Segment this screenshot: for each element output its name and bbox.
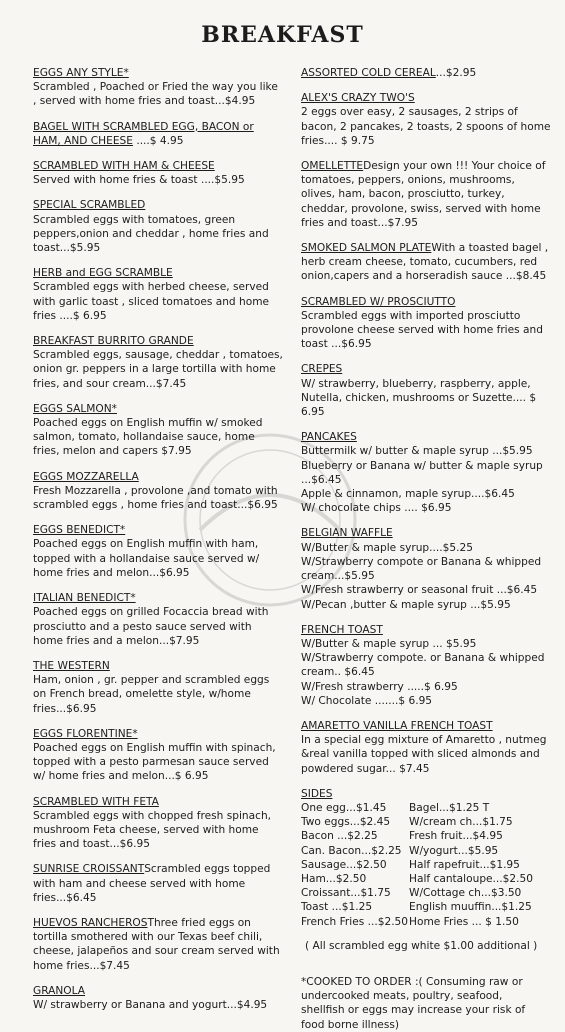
menu-item [301,91,551,148]
menu-item-description: Scrambled , Poached or Fried the way you like , served with home fries and toast...$4.95 [33,81,278,108]
sides-list [301,801,551,929]
menu-item [33,523,283,580]
menu-item-name: CREPES [301,363,343,376]
menu-item-name: SCRAMBLED WITH FETA [33,795,159,808]
menu-item [33,334,283,391]
menu-item-description: Design your own !!! Your choice of tomatoes, peppers, onions, mushrooms, olives, ham, bacon, prosciutto, turkey, cheddar, provolone, swiss, served with home fries and toast...$7.95 [301,160,546,229]
menu-item-description: Scrambled eggs with herbed cheese, served with garlic toast , sliced tomatoes and home fries ....$ 6.95 [33,281,270,322]
menu-item-description: ...$2.95 [435,67,477,79]
menu-item-name: ASSORTED COLD CEREAL [301,67,436,79]
menu-item-description: Scrambled eggs with chopped fresh spinach, mushroom Feta cheese, served with home fries and toast...$6.95 [33,809,272,851]
sides-section [301,787,551,1032]
menu-item-description: Fresh Mozzarella , provolone ,and tomato with scrambled eggs , home fries and toast...$6.95 [33,484,278,512]
menu-item [33,591,283,648]
menu-item [301,241,551,284]
side-item: Croissant...$1.75 [301,887,391,900]
menu-item-description: Scrambled eggs with imported prosciutto provolone cheese served with home fries and toast ...$6.95 [301,309,543,351]
menu-item-name: ITALIAN BENEDICT* [33,592,136,605]
menu-item [33,470,283,513]
menu-item [301,719,551,776]
menu-item [33,984,283,1012]
menu-item-description: Scrambled eggs, sausage, cheddar , tomatoes, onion gr. peppers in a large tortilla with home fries, and sour cream...$7.45 [33,349,283,390]
menu-item-name: ALEX'S CRAZY TWO'S [301,92,415,105]
menu-item-description: With a toasted bagel , herb cream cheese, tomato, cucumbers, red onion,capers and a horseradish sauce ...$8.45 [301,242,549,283]
menu-item-name: FRENCH TOAST [301,623,383,636]
menu-item [301,526,551,611]
menu-item [301,159,551,230]
menu-item-description: Scrambled eggs with tomatoes, green peppers,onion and cheddar , home fries and toast...$5.95 [33,213,269,255]
menu-item-name: AMARETTO VANILLA FRENCH TOAST [301,719,493,732]
sides-title: SIDES [301,787,333,800]
side-item: Sausage...$2.50 [301,858,387,871]
menu-item-name: HERB and EGG SCRAMBLE [33,267,173,280]
side-item: Can. Bacon...$2.25 [301,844,402,857]
side-item: Bacon ...$2.25 [301,830,378,843]
side-item: Half rapefruit...$1.95 [409,858,520,871]
menu-item-name: BREAKFAST BURRITO GRANDE [33,335,194,348]
side-item: French Fries ...$2.50 [301,915,409,928]
menu-item-description: Scrambled eggs topped with ham and cheese served with home fries...$6.45 [33,863,271,904]
menu-item-name: SPECIAL SCRAMBLED [33,199,146,212]
side-item: W/cream ch...$1.75 [409,816,513,829]
menu-item-name: EGGS MOZZARELLA [33,470,139,483]
egg-white-note: ( All scrambled egg white $1.00 additional ) [305,939,538,952]
menu-item-description: Three fried eggs on tortilla smothered with our Texas beef chili, cheese, jalapeños and sour cream served with home fries...$7.45 [33,916,280,972]
menu-item-name: GRANOLA [33,984,86,997]
menu-item-name: BAGEL WITH SCRAMBLED EGG, BACON or HAM, AND CHEESE [33,120,254,147]
side-item: W/Cottage ch...$3.50 [409,887,522,900]
menu-item-name: EGGS ANY STYLE* [33,67,129,79]
menu-item-description: W/Butter & maple syrup ... $5.95 W/Strawberry compote. or Banana & whipped cream.. $6.45 W/Fresh strawberry .....$ 6.95 W/ Chocolate .......$ 6.95 [301,637,545,707]
side-item: Half cantaloupe...$2.50 [409,872,533,885]
side-item: One egg...$1.45 [301,801,387,814]
left-menu-column [33,66,283,1023]
menu-item-name: SCRAMBLED W/ PROSCIUTTO [301,295,456,308]
menu-item [301,362,551,419]
menu-item [33,159,283,187]
menu-item-description: Poached eggs on English muffin w/ smoked salmon, tomato, hollandaise sauce, home fries, melon and capers $7.95 [33,417,263,458]
side-item: English muuffin...$1.25 [409,901,532,914]
menu-item-description: Poached eggs on grilled Focaccia bread with prosciutto and a pesto sauce served with home fries and a melon...$7.95 [33,606,269,647]
menu-item-description: Ham, onion , gr. pepper and scrambled eggs on French bread, omelette style, w/home fries...$6.95 [33,674,270,715]
menu-item-name: HUEVOS RANCHEROS [33,916,148,929]
menu-item [33,916,283,973]
menu-item [33,198,283,255]
menu-item-name: SMOKED SALMON PLATE [301,242,432,255]
side-item: Ham...$2.50 [301,872,367,885]
menu-item-description: In a special egg mixture of Amaretto , nutmeg &real vanilla topped with sliced almonds and powdered sugar... $7.45 [301,734,547,775]
menu-item [301,66,551,80]
menu-item-description: Poached eggs on English muffin with ham, topped with a hollandaise sauce served w/ home fries and melon...$6.95 [33,538,260,579]
menu-item [33,266,283,323]
side-item: Bagel...$1.25 T [409,801,490,814]
menu-item-description: 2 eggs over easy, 2 sausages, 2 strips of bacon, 2 pancakes, 2 toasts, 2 spoons of home fries.... $ 9.75 [301,106,551,147]
menu-item-description: W/Butter & maple syrup....$5.25 W/Strawberry compote or Banana & whipped cream...$5.95 W/Fresh strawberry or seasonal fruit ...$6.45 W/Pecan ,butter & maple syrup ...$5.95 [301,541,542,611]
page-title: BREAKFAST [201,22,364,48]
menu-item [33,862,283,905]
menu-item-description: Poached eggs on English muffin with spinach, topped with a pesto parmesan sauce served w/ home fries and melon...$ 6.95 [33,741,276,783]
menu-item-name: SUNRISE CROISSANT [33,863,145,876]
menu-item [301,295,551,352]
side-item: Home Fries ... $ 1.50 [409,915,519,928]
side-item: Toast ...$1.25 [301,901,373,914]
menu-item-name: SCRAMBLED WITH HAM & CHEESE [33,160,215,173]
menu-item-description: Buttermilk w/ butter & maple syrup ...$5.95 Blueberry or Banana w/ butter & maple syrup ...$6.45 Apple & cinnamon, maple syrup....$6.45 W/ chocolate chips .... $6.95 [301,445,543,515]
menu-item-name: EGGS SALMON* [33,402,117,415]
side-item: Two eggs...$2.45 [301,816,391,829]
menu-item [33,795,283,852]
menu-item-name: OMELLETTE [301,160,364,173]
right-menu-column [301,66,551,1032]
side-item: W/yogurt...$5.95 [409,844,499,857]
menu-item [33,659,283,716]
menu-item [33,66,283,109]
menu-item [301,623,551,708]
menu-item [33,120,283,148]
menu-item-name: EGGS BENEDICT* [33,524,126,537]
cooked-to-order-note: *COOKED TO ORDER :( Consuming raw or undercooked meats, poultry, seafood, shellfish or eggs may increase your risk of food borne illness) [301,975,526,1031]
menu-item-description: W/ strawberry, blueberry, raspberry, apple, Nutella, chicken, mushrooms or Suzette.... $ 6.95 [301,377,537,419]
menu-item-name: BELGIAN WAFFLE [301,527,393,540]
menu-item-name: THE WESTERN [33,659,110,672]
menu-item-description: ....$ 4.95 [132,134,184,147]
menu-item [33,402,283,459]
menu-item [301,430,551,515]
menu-item-description: W/ strawberry or Banana and yogurt...$4.95 [33,998,268,1011]
side-item: Fresh fruit...$4.95 [409,830,503,843]
menu-item-description: Served with home fries & toast ....$5.95 [33,174,245,187]
menu-item-name: EGGS FLORENTINE* [33,727,138,740]
menu-item-name: PANCAKES [301,431,357,444]
menu-item [33,727,283,784]
